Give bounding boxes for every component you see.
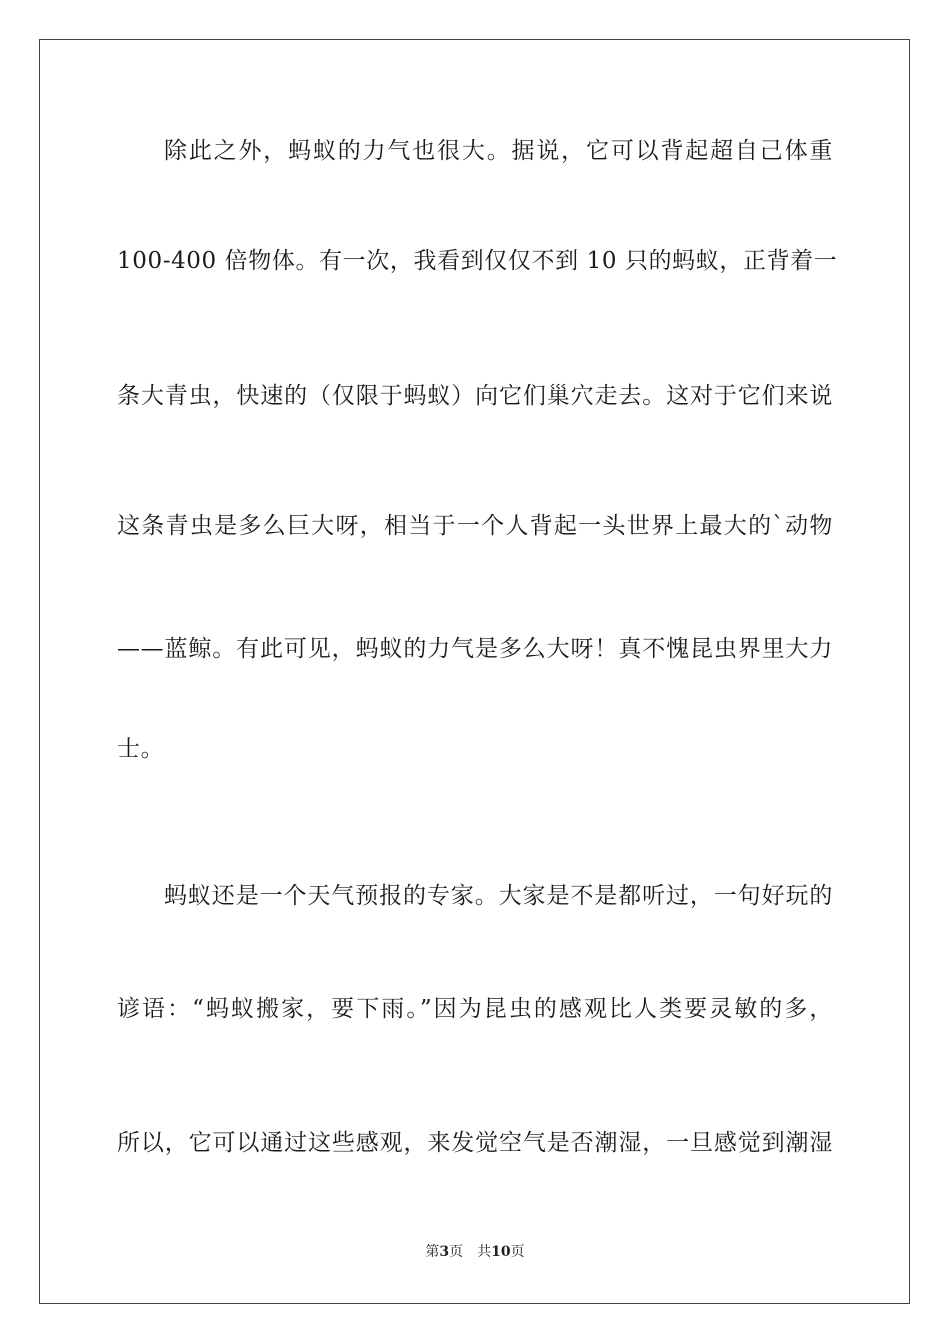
paragraph-2-line-2: 谚语：“蚂蚁搬家，要下雨。”因为昆虫的感观比人类要灵敏的多， — [117, 996, 833, 1022]
paragraph-2-line-3: 所以，它可以通过这些感观，来发觉空气是否潮湿，一旦感觉到潮湿 — [117, 1130, 833, 1156]
footer-page-suffix: 页 — [449, 1244, 464, 1260]
paragraph-1-line-4: 这条青虫是多么巨大呀，相当于一个人背起一头世界上最大的`动物 — [117, 513, 833, 539]
footer-total-suffix: 页 — [510, 1244, 525, 1260]
paragraph-1-line-3: 条大青虫，快速的（仅限于蚂蚁）向它们巢穴走去。这对于它们来说 — [117, 383, 833, 409]
paragraph-1-line-1: 除此之外，蚂蚁的力气也很大。据说，它可以背起超自己体重 — [164, 138, 833, 164]
footer-total-pages: 10 — [491, 1244, 511, 1260]
paragraph-1-line-5: ——蓝鲸。有此可见，蚂蚁的力气是多么大呀！真不愧昆虫界里大力 — [117, 636, 833, 662]
paragraph-1-line-6: 士。 — [117, 736, 165, 762]
footer-total-prefix: 共 — [477, 1244, 492, 1260]
footer-page-prefix: 第 — [425, 1244, 440, 1260]
paragraph-1-line-2: 100-400 倍物体。有一次，我看到仅仅不到 10 只的蚂蚁，正背着一 — [117, 248, 838, 274]
paragraph-2-line-1: 蚂蚁还是一个天气预报的专家。大家是不是都听过，一句好玩的 — [164, 883, 833, 909]
page-border — [39, 39, 910, 1304]
footer-page-number: 3 — [439, 1244, 450, 1260]
page-footer — [0, 1242, 950, 1262]
